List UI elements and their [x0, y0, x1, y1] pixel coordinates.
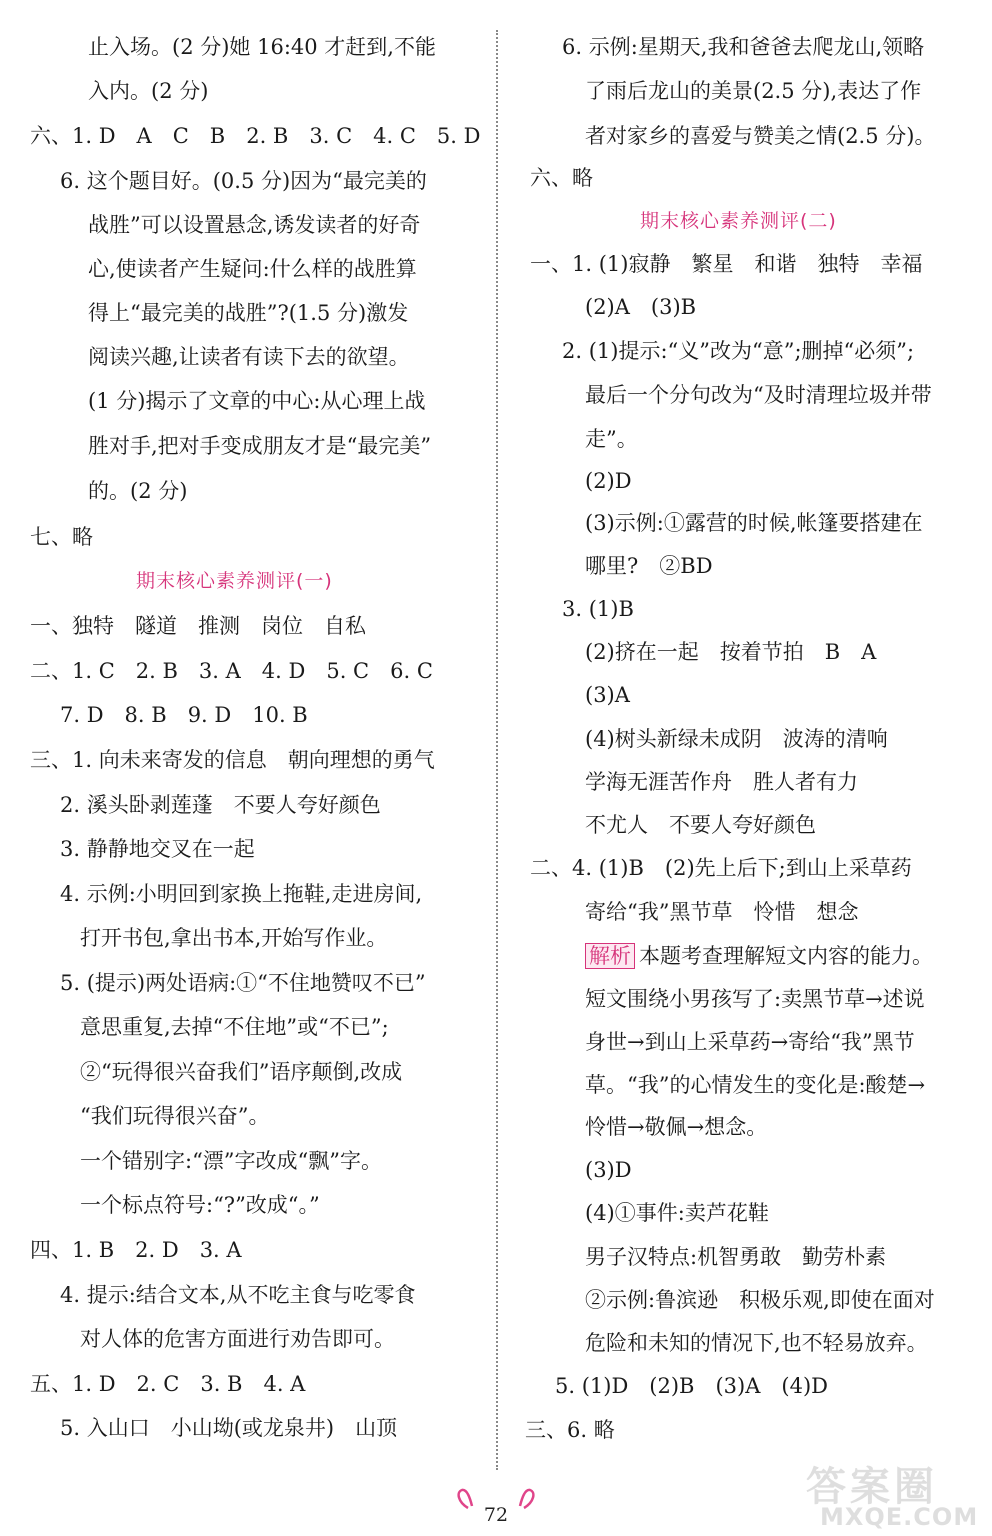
text-line: 5. 入山口 小山坳(或龙泉井) 山顶	[60, 1416, 398, 1440]
text-line: “我们玩得很兴奋”。	[80, 1104, 270, 1128]
text-line: 哪里? ②BD	[585, 554, 713, 578]
text-line: (3)示例:①露营的时候,帐篷要搭建在	[585, 511, 923, 535]
column-divider	[496, 30, 498, 1470]
text-line: 六、1. D A C B 2. B 3. C 4. C 5. D	[30, 124, 481, 148]
text-line: 五、1. D 2. C 3. B 4. A	[30, 1372, 306, 1396]
analysis-text: 本题考查理解短文内容的能力。	[639, 944, 933, 968]
text-line: 四、1. B 2. D 3. A	[30, 1238, 242, 1262]
text-line: 危险和未知的情况下,也不轻易放弃。	[585, 1331, 928, 1355]
text-line: 止入场。(2 分)她 16:40 才赶到,不能	[88, 35, 436, 59]
text-line: 六、略	[530, 166, 593, 190]
text-line: 2. 溪头卧剥莲蓬 不要人夸好颜色	[60, 793, 381, 817]
text-line: 3. 静静地交叉在一起	[60, 837, 255, 861]
text-line: 走”。	[585, 427, 638, 451]
text-line: 心,使读者产生疑问:什么样的战胜算	[88, 257, 417, 281]
watermark-url: MXQE.COM	[820, 1503, 979, 1531]
text-line: (3)D	[585, 1158, 632, 1182]
text-line: 阅读兴趣,让读者有读下去的欲望。	[88, 345, 410, 369]
text-line: 一个标点符号:“?”改成“。”	[80, 1193, 320, 1217]
text-line: 学海无涯苦作舟 胜人者有力	[585, 770, 858, 794]
text-line: 一、1. (1)寂静 繁星 和谐 独特 幸福	[530, 252, 923, 276]
text-line: (4)①事件:卖芦花鞋	[585, 1201, 769, 1225]
text-line: 三、6. 略	[525, 1418, 615, 1442]
watermark-title: 答案圈	[806, 1464, 938, 1510]
text-line: 5. (提示)两处语病:①“不住地赞叹不已”	[60, 971, 426, 995]
text-line: 7. D 8. B 9. D 10. B	[60, 703, 308, 727]
text-line: 6. 示例:星期天,我和爸爸去爬龙山,领略	[562, 35, 925, 59]
text-line: 草。“我”的心情发生的变化是:酸楚→	[585, 1073, 926, 1097]
text-line: 身世→到山上采草药→寄给“我”黑节	[585, 1030, 915, 1054]
text-line: 七、略	[30, 525, 93, 549]
text-line: (2)D	[585, 469, 632, 493]
text-line: 战胜”可以设置悬念,诱发读者的好奇	[88, 213, 421, 237]
text-line: 者对家乡的喜爱与赞美之情(2.5 分)。	[585, 124, 936, 148]
text-line: 二、1. C 2. B 3. A 4. D 5. C 6. C	[30, 659, 433, 683]
text-line: 入内。(2 分)	[88, 79, 209, 103]
text-line: 不尤人 不要人夸好颜色	[585, 813, 816, 837]
text-line: 6. 这个题目好。(0.5 分)因为“最完美的	[60, 169, 427, 193]
text-line: 4. 示例:小明回到家换上拖鞋,走进房间,	[60, 882, 423, 906]
text-line: (1 分)揭示了文章的中心:从心理上战	[88, 389, 426, 413]
text-line: 2. (1)提示:“义”改为“意”;删掉“必须”;	[562, 339, 915, 363]
text-line: 一个错别字:“漂”字改成“飘”字。	[80, 1149, 383, 1173]
text-line: 寄给“我”黑节草 怜惜 想念	[585, 900, 859, 924]
text-line: 一、独特 隧道 推测 岗位 自私	[30, 614, 366, 638]
text-line: (4)树头新绿未成阴 波涛的清响	[585, 727, 888, 751]
text-line: 对人体的危害方面进行劝告即可。	[80, 1327, 395, 1351]
analysis-line	[585, 941, 933, 971]
text-line: 打开书包,拿出书本,开始写作业。	[80, 926, 388, 950]
text-line: 得上“最完美的战胜”?(1.5 分)激发	[88, 301, 409, 325]
text-line: 的。(2 分)	[88, 479, 188, 503]
text-line: 了雨后龙山的美景(2.5 分),表达了作	[585, 79, 922, 103]
text-line: (2)A (3)B	[585, 295, 697, 319]
text-line: 最后一个分句改为“及时清理垃圾并带	[585, 383, 932, 407]
analysis-tag: 解析	[585, 943, 635, 969]
text-line: ②示例:鲁滨逊 积极乐观,即使在面对	[585, 1288, 935, 1312]
section-heading: 期末核心素养测评(一)	[136, 570, 333, 592]
text-line: 怜惜→敬佩→想念。	[585, 1115, 768, 1139]
text-line: 短文围绕小男孩写了:卖黑节草→述说	[585, 987, 925, 1011]
text-line: 二、4. (1)B (2)先上后下;到山上采草药	[530, 856, 912, 880]
text-line: (3)A	[585, 683, 630, 707]
text-line: 三、1. 向未来寄发的信息 朝向理想的勇气	[30, 748, 435, 772]
text-line: ②“玩得很兴奋我们”语序颠倒,改成	[80, 1060, 403, 1084]
text-line: 5. (1)D (2)B (3)A (4)D	[555, 1374, 828, 1398]
watermark-logo	[800, 1455, 986, 1533]
text-line: 4. 提示:结合文本,从不吃主食与吃零食	[60, 1283, 416, 1307]
text-line: 意思重复,去掉“不住地”或“不已”;	[80, 1015, 389, 1039]
section-heading: 期末核心素养测评(二)	[640, 210, 837, 232]
page-number: 72	[483, 1504, 509, 1526]
text-line: (2)挤在一起 按着节拍 B A	[585, 640, 877, 664]
text-line: 胜对手,把对手变成朋友才是“最完美”	[88, 434, 432, 458]
page-footer	[440, 1488, 552, 1532]
text-line: 3. (1)B	[562, 597, 634, 621]
text-line: 男子汉特点:机智勇敢 勤劳朴素	[585, 1245, 887, 1269]
